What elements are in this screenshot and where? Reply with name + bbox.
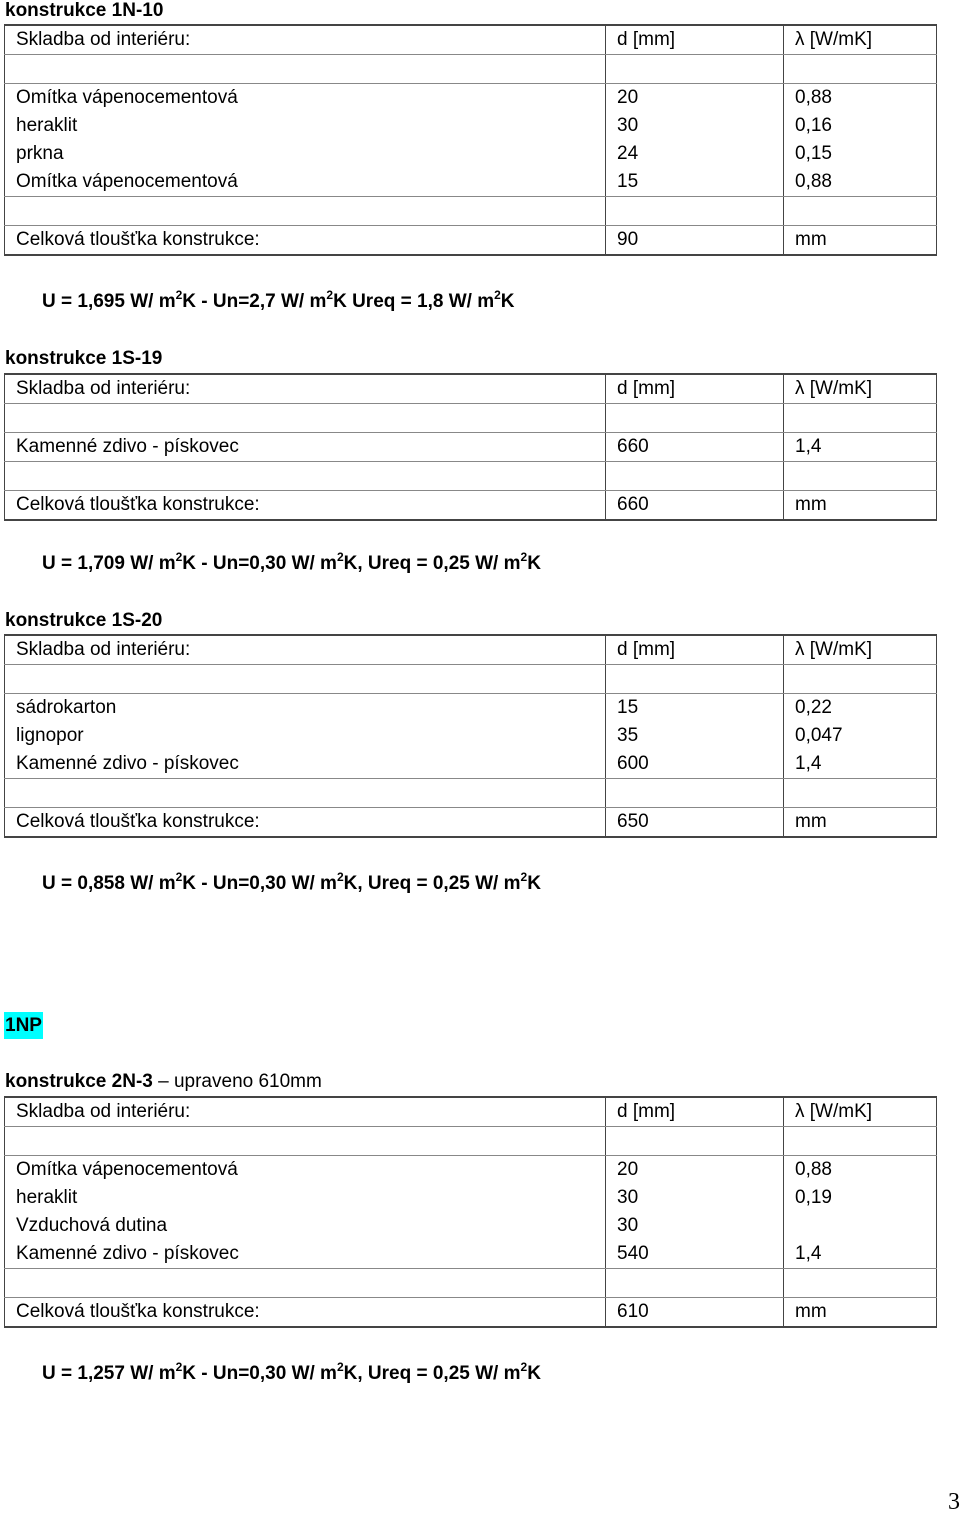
layer-table [4, 373, 937, 521]
table-row [5, 1156, 937, 1185]
layer-thickness: 35 [606, 722, 784, 750]
header-thickness: d [mm] [606, 1097, 784, 1127]
header-composition: Skladba od interiéru: [5, 635, 606, 665]
total-unit: mm [784, 226, 937, 256]
u-value-line: U = 1,709 W/ $m^2K - Un=0,30$ W/ $m^2K$, Ureq = 0,25 W/ $m^2K$ [42, 550, 541, 574]
layer-material: prkna [5, 140, 606, 168]
layer-table [4, 1096, 937, 1328]
table-row-empty [5, 779, 937, 808]
layer-conductivity: 0,047 [784, 722, 937, 750]
section-title: konstrukce 1N-10 [5, 0, 164, 21]
layer-material: heraklit [5, 112, 606, 140]
layer-conductivity: 0,22 [784, 694, 937, 723]
u-value-line: U = 1,695 W/ $m^2K - Un=2,7$ W/ $m^2K$ Ureq = 1,8 W/ $m^2K$ [42, 288, 515, 312]
table-header-row [5, 374, 937, 404]
layer-material: Kamenné zdivo - pískovec [5, 433, 606, 462]
floor-label: 1NP [4, 1012, 43, 1039]
header-conductivity: λ [W/mK] [784, 1097, 937, 1127]
header-thickness: d [mm] [606, 25, 784, 55]
table-header-row [5, 25, 937, 55]
layer-conductivity [784, 1212, 937, 1240]
layer-thickness: 24 [606, 140, 784, 168]
layer-table [4, 634, 937, 838]
table-row [5, 1240, 937, 1269]
section-title: konstrukce 2N-3 – upraveno 610mm [5, 1071, 322, 1092]
layer-material: Kamenné zdivo - pískovec [5, 1240, 606, 1269]
header-conductivity: λ [W/mK] [784, 374, 937, 404]
total-unit: mm [784, 808, 937, 838]
layer-material: sádrokarton [5, 694, 606, 723]
table-row-empty [5, 55, 937, 84]
layer-thickness: 20 [606, 1156, 784, 1185]
table-row-empty [5, 404, 937, 433]
table-row-empty [5, 1127, 937, 1156]
table-row-empty [5, 665, 937, 694]
header-composition: Skladba od interiéru: [5, 1097, 606, 1127]
layer-conductivity: 0,88 [784, 168, 937, 197]
table-row [5, 168, 937, 197]
layer-thickness: 15 [606, 694, 784, 723]
table-row-empty [5, 1269, 937, 1298]
u-value-line: U = 0,858 W/ $m^2K - Un=0,30$ W/ $m^2K$, Ureq = 0,25 W/ $m^2K$ [42, 870, 541, 894]
layer-material: Kamenné zdivo - pískovec [5, 750, 606, 779]
layer-thickness: 20 [606, 84, 784, 113]
section-title: konstrukce 1S-20 [5, 610, 163, 631]
layer-thickness: 660 [606, 433, 784, 462]
table-row [5, 750, 937, 779]
layer-material: Vzduchová dutina [5, 1212, 606, 1240]
layer-thickness: 540 [606, 1240, 784, 1269]
table-row [5, 140, 937, 168]
total-label: Celková tloušťka konstrukce: [5, 808, 606, 838]
table-row [5, 112, 937, 140]
table-row [5, 722, 937, 750]
table-total-row [5, 1298, 937, 1328]
header-composition: Skladba od interiéru: [5, 25, 606, 55]
page-number: 3 [948, 1489, 960, 1515]
layer-conductivity: 0,19 [784, 1184, 937, 1212]
layer-thickness: 30 [606, 1212, 784, 1240]
table-row [5, 84, 937, 113]
table-row [5, 433, 937, 462]
layer-conductivity: 0,88 [784, 1156, 937, 1185]
table-header-row [5, 635, 937, 665]
total-value: 90 [606, 226, 784, 256]
layer-conductivity: 1,4 [784, 1240, 937, 1269]
table-row [5, 694, 937, 723]
total-label: Celková tloušťka konstrukce: [5, 491, 606, 521]
layer-material: Omítka vápenocementová [5, 168, 606, 197]
header-conductivity: λ [W/mK] [784, 25, 937, 55]
table-row [5, 1212, 937, 1240]
layer-conductivity: 1,4 [784, 750, 937, 779]
total-value: 650 [606, 808, 784, 838]
header-composition: Skladba od interiéru: [5, 374, 606, 404]
header-thickness: d [mm] [606, 635, 784, 665]
total-value: 660 [606, 491, 784, 521]
layer-thickness: 600 [606, 750, 784, 779]
table-total-row [5, 226, 937, 256]
table-row-empty [5, 462, 937, 491]
table-row [5, 1184, 937, 1212]
layer-thickness: 15 [606, 168, 784, 197]
section-title: konstrukce 1S-19 [5, 348, 163, 369]
layer-material: heraklit [5, 1184, 606, 1212]
table-total-row [5, 808, 937, 838]
layer-thickness: 30 [606, 112, 784, 140]
layer-material: Omítka vápenocementová [5, 84, 606, 113]
total-label: Celková tloušťka konstrukce: [5, 1298, 606, 1328]
layer-conductivity: 0,15 [784, 140, 937, 168]
total-unit: mm [784, 1298, 937, 1328]
header-thickness: d [mm] [606, 374, 784, 404]
layer-table [4, 24, 937, 256]
total-value: 610 [606, 1298, 784, 1328]
layer-conductivity: 0,88 [784, 84, 937, 113]
table-header-row [5, 1097, 937, 1127]
u-value-line: U = 1,257 W/ $m^2K - Un=0,30$ W/ $m^2K$, Ureq = 0,25 W/ $m^2K$ [42, 1360, 541, 1384]
total-label: Celková tloušťka konstrukce: [5, 226, 606, 256]
layer-conductivity: 0,16 [784, 112, 937, 140]
total-unit: mm [784, 491, 937, 521]
table-row-empty [5, 197, 937, 226]
layer-material: lignopor [5, 722, 606, 750]
table-total-row [5, 491, 937, 521]
header-conductivity: λ [W/mK] [784, 635, 937, 665]
layer-thickness: 30 [606, 1184, 784, 1212]
layer-material: Omítka vápenocementová [5, 1156, 606, 1185]
layer-conductivity: 1,4 [784, 433, 937, 462]
section-note: – upraveno 610mm [152, 1071, 322, 1092]
